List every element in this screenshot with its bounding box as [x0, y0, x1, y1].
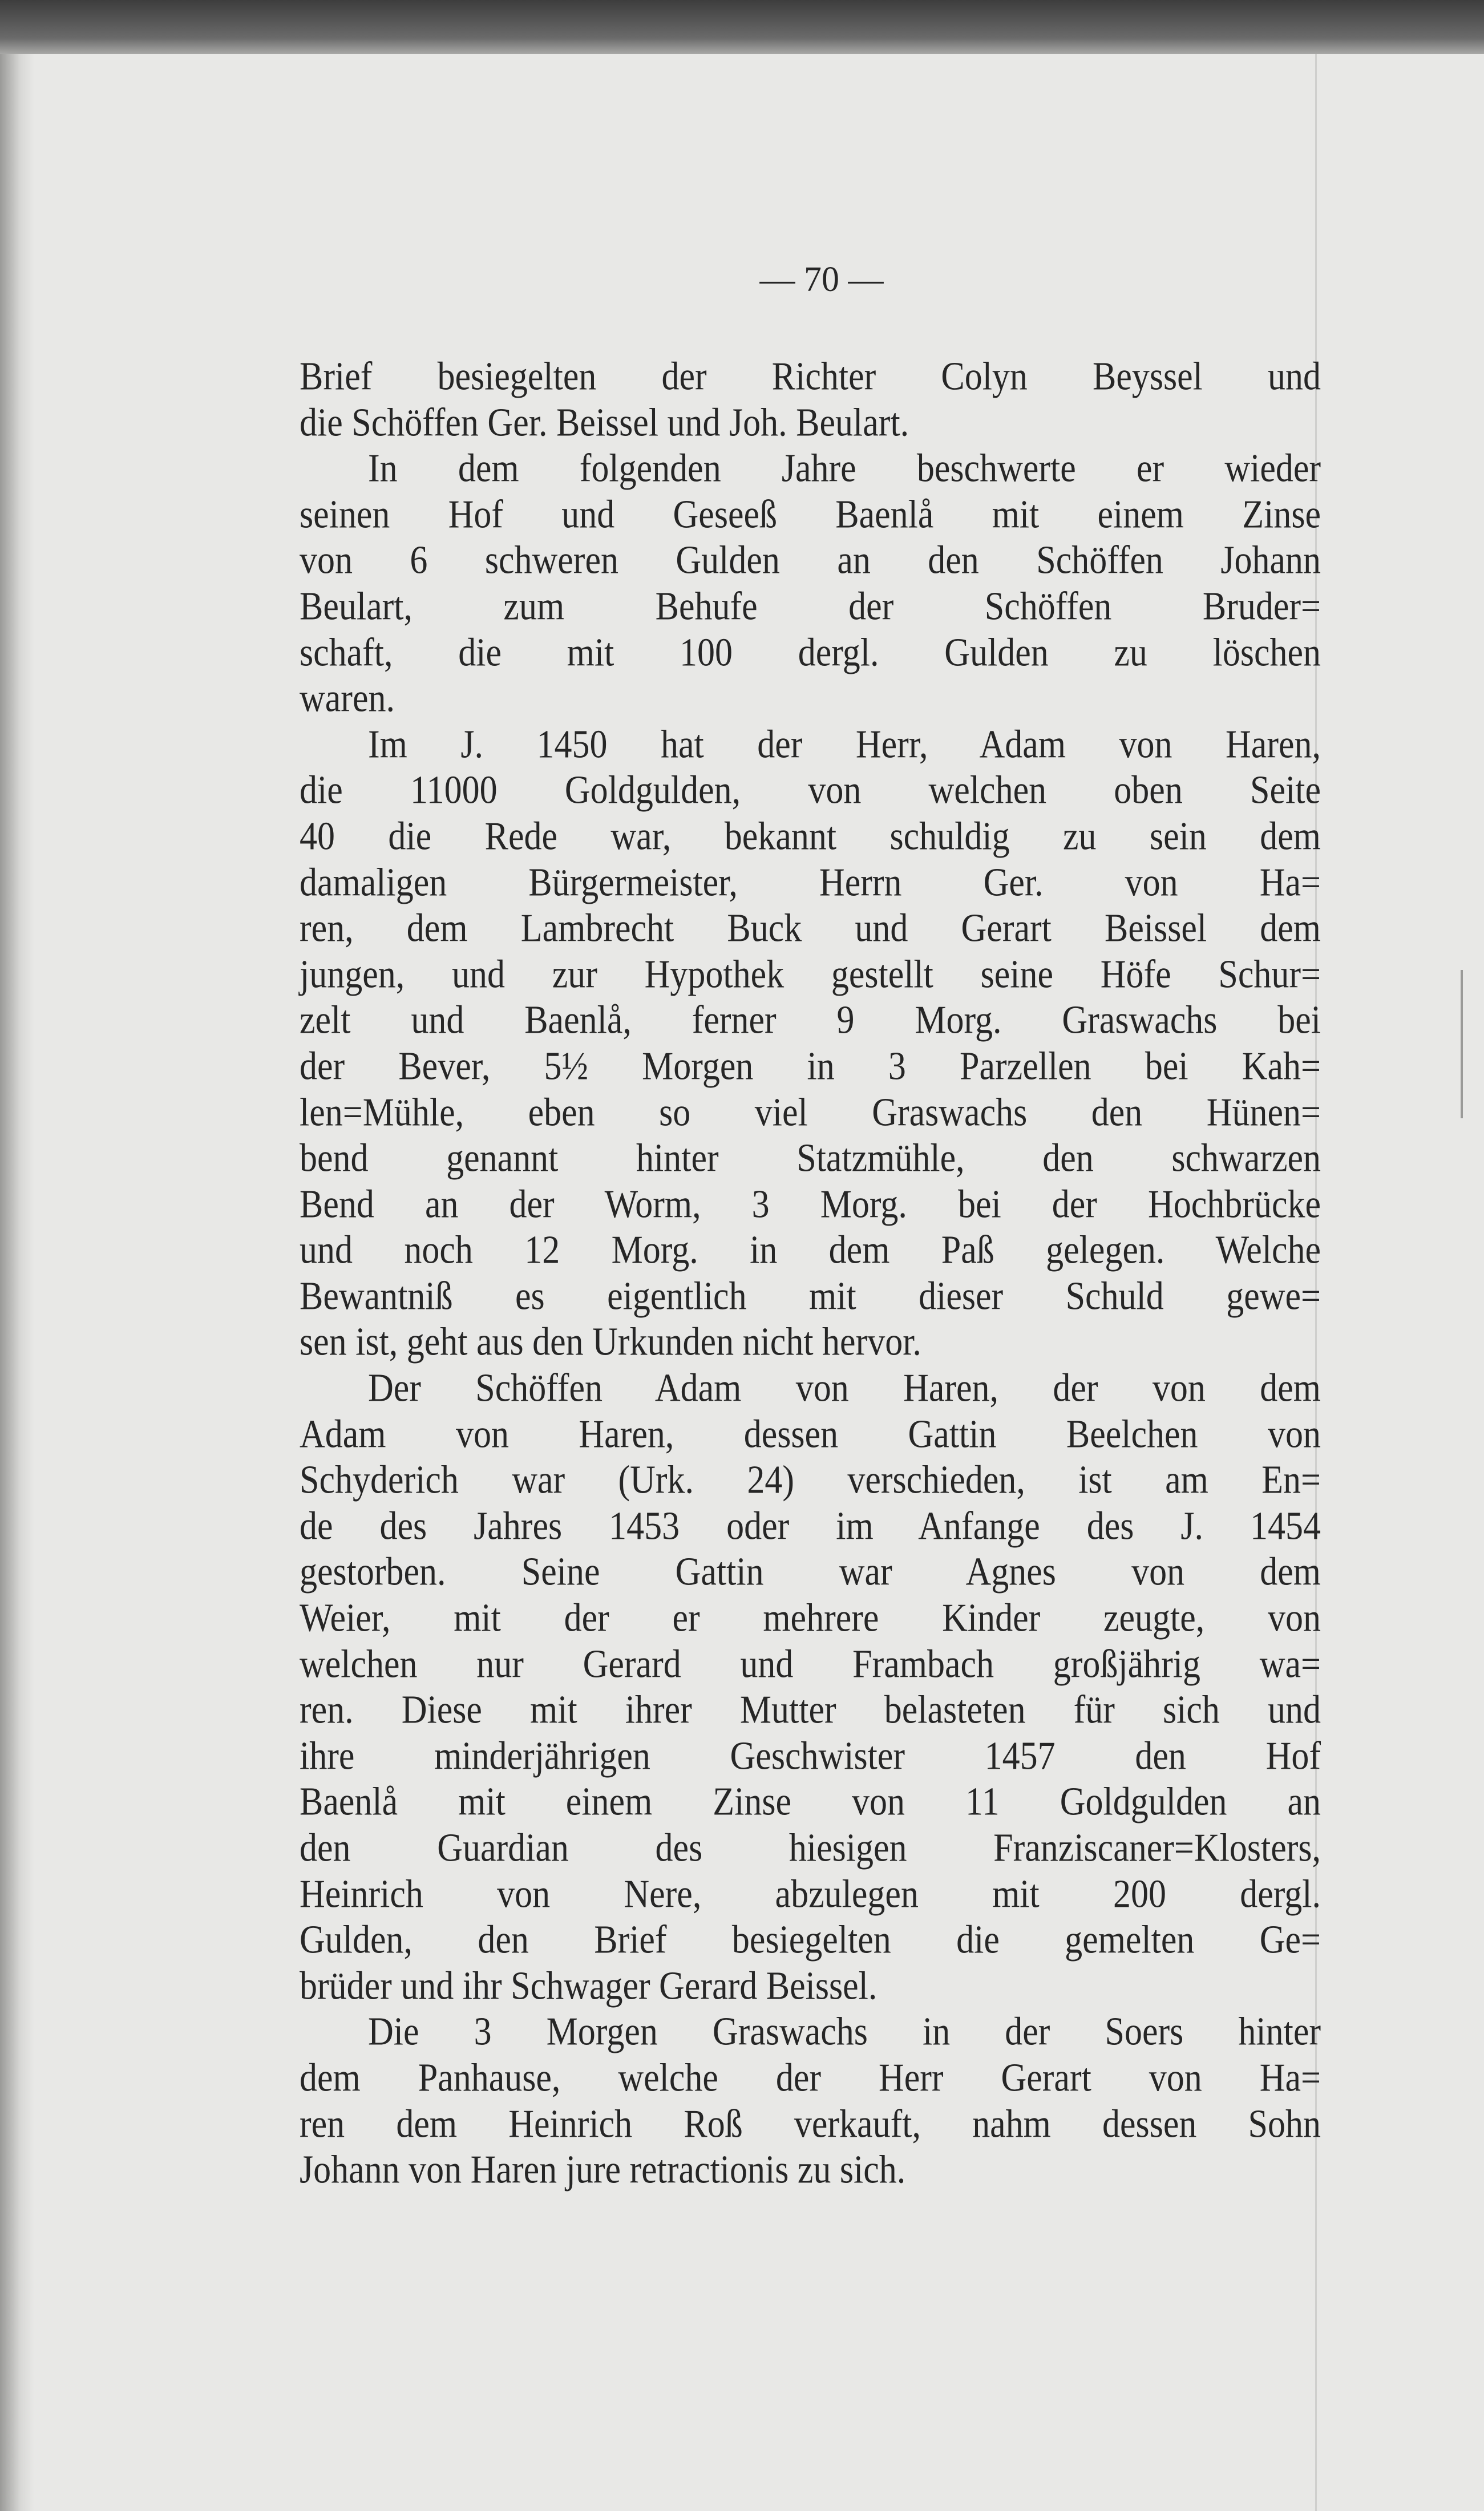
text-line: brüder und ihr Schwager Gerard Beissel.: [300, 1964, 878, 2008]
text-line: Bend an der Worm, 3 Morg. bei der Hochbrücke: [300, 1182, 1321, 1226]
text-line: 40 die Rede war, bekannt schuldig zu sein dem: [300, 814, 1321, 858]
text-line: seinen Hof und Geseeß Baenlå mit einem Zinse: [300, 492, 1321, 536]
text-line: ihre minderjährigen Geschwister 1457 den Hof: [300, 1734, 1321, 1778]
text-line: Gulden, den Brief besiegelten die gemelten Ge=: [300, 1918, 1321, 1962]
text-line: von 6 schweren Gulden an den Schöffen Johann: [300, 539, 1321, 583]
text-line: jungen, und zur Hypothek gestellt seine Höfe Schur=: [300, 952, 1321, 996]
text-line: gestorben. Seine Gattin war Agnes von dem: [300, 1550, 1321, 1594]
paragraph-first-line: Der Schöffen Adam von Haren, der von dem: [368, 1366, 1321, 1410]
text-line: damaligen Bürgermeister, Herrn Ger. von Ha=: [300, 860, 1321, 904]
paragraph-first-line: Die 3 Morgen Graswachs in der Soers hinter: [368, 2010, 1321, 2054]
text-line: Beulart, zum Behufe der Schöffen Bruder=: [300, 584, 1321, 629]
text-line: den Guardian des hiesigen Franziscaner=Klosters,: [300, 1826, 1321, 1870]
text-line: ren, dem Lambrecht Buck und Gerart Beissel dem: [300, 907, 1321, 951]
text-line: die 11000 Goldgulden, von welchen oben Seite: [300, 769, 1321, 812]
text-line: schaft, die mit 100 dergl. Gulden zu löschen: [300, 630, 1321, 674]
scan-mark: [1461, 970, 1463, 1118]
text-line: Heinrich von Nere, abzulegen mit 200 dergl.: [300, 1872, 1321, 1916]
text-line: Bewantniß es eigentlich mit dieser Schuld gewe=: [300, 1274, 1321, 1318]
text-line: bend genannt hinter Statzmühle, den schwarzen: [300, 1136, 1321, 1180]
text-line: ren dem Heinrich Roß verkauft, nahm dessen Sohn: [300, 2102, 1321, 2146]
scan-top-border: [0, 0, 1484, 54]
text-line: die Schöffen Ger. Beissel und Joh. Beulart.: [300, 401, 909, 444]
text-line: dem Panhause, welche der Herr Gerart von Ha=: [300, 2056, 1321, 2100]
text-line: len=Mühle, eben so viel Graswachs den Hünen=: [300, 1090, 1321, 1134]
text-line: zelt und Baenlå, ferner 9 Morg. Graswachs bei: [300, 998, 1321, 1042]
text-line: Schyderich war (Urk. 24) verschieden, ist am En=: [300, 1458, 1321, 1502]
text-line: Adam von Haren, dessen Gattin Beelchen von: [300, 1412, 1321, 1456]
paragraph-first-line: Brief besiegelten der Richter Colyn Beyssel und: [300, 354, 1321, 399]
text-line: de des Jahres 1453 oder im Anfange des J. 1454: [300, 1504, 1321, 1548]
paragraph-first-line: In dem folgenden Jahre beschwerte er wieder: [368, 447, 1321, 491]
text-line: ren. Diese mit ihrer Mutter belasteten für sich und: [300, 1688, 1321, 1732]
scan-left-edge: [0, 54, 34, 2511]
paragraph-first-line: Im J. 1450 hat der Herr, Adam von Haren,: [368, 722, 1321, 766]
body-text: [300, 354, 1321, 2193]
text-line: waren.: [300, 677, 395, 721]
text-line: Weier, mit der er mehrere Kinder zeugte, von: [300, 1596, 1321, 1640]
text-line: Baenlå mit einem Zinse von 11 Goldgulden an: [300, 1780, 1321, 1824]
text-line: welchen nur Gerard und Frambach großjährig wa=: [300, 1642, 1321, 1686]
text-line: der Bever, 5½ Morgen in 3 Parzellen bei Kah=: [300, 1044, 1321, 1088]
text-line: Johann von Haren jure retractionis zu sich.: [300, 2148, 906, 2192]
page-number: — 70 —: [759, 260, 884, 299]
text-line: und noch 12 Morg. in dem Paß gelegen. Welche: [300, 1228, 1321, 1272]
text-line: sen ist, geht aus den Urkunden nicht hervor.: [300, 1320, 921, 1364]
